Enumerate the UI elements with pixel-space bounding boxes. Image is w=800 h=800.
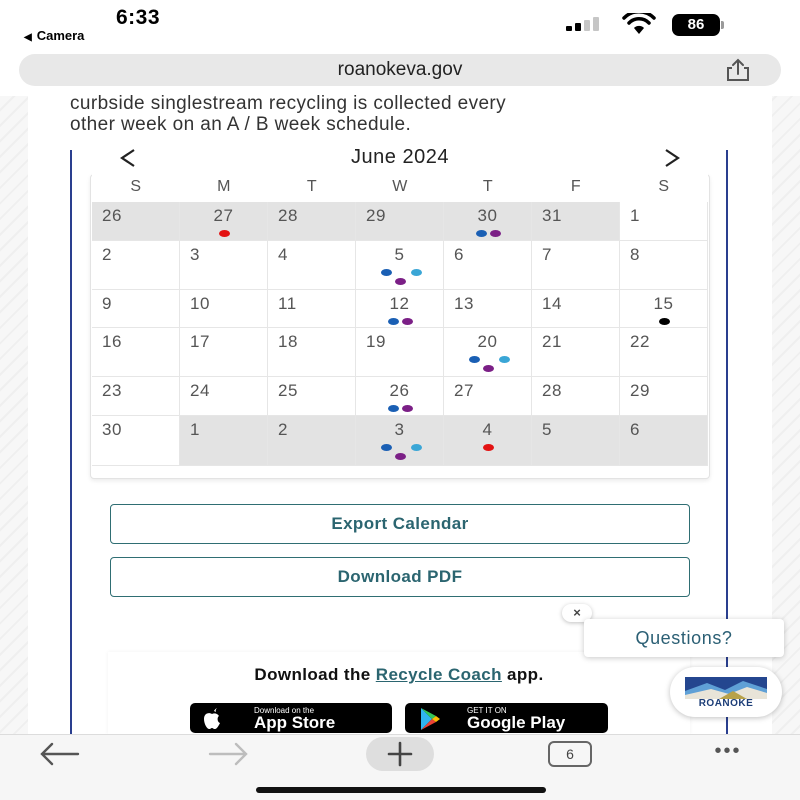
calendar-day-cell[interactable] — [268, 202, 356, 241]
collection-dot-purple — [402, 318, 413, 325]
collection-dot-dark-blue — [388, 318, 399, 325]
calendar-day-number: 4 — [482, 420, 493, 439]
wifi-icon — [622, 13, 656, 35]
calendar-day-number: 29 — [630, 381, 650, 400]
schedule-description-line: curbside singlestream recycling is collected every — [70, 93, 507, 114]
calendar-day-number: 6 — [454, 245, 464, 264]
calendar-day-cell[interactable] — [444, 290, 532, 328]
weekday-label: T — [306, 178, 318, 195]
calendar-day-cell[interactable] — [92, 416, 180, 466]
recycle-coach-link[interactable]: Recycle Coach — [375, 665, 502, 684]
collection-dot-dark-blue — [476, 230, 487, 237]
calendar-day-cell[interactable] — [356, 377, 444, 416]
back-triangle-icon: ◀ — [24, 32, 32, 43]
home-indicator — [256, 787, 546, 793]
calendar-day-cell[interactable] — [180, 377, 268, 416]
status-bar — [0, 0, 800, 48]
calendar-day-number: 15 — [653, 294, 674, 313]
calendar-day-number: 2 — [102, 245, 112, 264]
back-app-label: Camera — [36, 28, 85, 43]
google-play-icon — [419, 707, 441, 731]
calendar-day-cell[interactable] — [444, 328, 532, 377]
calendar-day-cell[interactable] — [268, 416, 356, 466]
share-icon[interactable] — [723, 58, 753, 82]
calendar-day-cell[interactable] — [180, 328, 268, 377]
google-play-small-label: GET IT ON — [467, 706, 507, 715]
collection-dot-light-blue — [411, 444, 422, 451]
google-play-label: Google Play — [467, 713, 566, 732]
calendar-day-cell[interactable] — [92, 241, 180, 290]
collection-dot-purple — [490, 230, 501, 237]
calendar-week-row — [92, 328, 708, 377]
calendar-day-cell[interactable] — [532, 202, 620, 241]
calendar-week-row — [92, 416, 708, 466]
back-arrow-icon[interactable] — [38, 742, 80, 766]
calendar-day-cell[interactable] — [356, 416, 444, 466]
calendar-day-number: 27 — [213, 206, 234, 225]
collection-dot-black — [659, 318, 670, 325]
calendar-day-cell[interactable] — [356, 328, 444, 377]
google-play-badge[interactable] — [405, 703, 608, 733]
schedule-description — [70, 93, 740, 135]
collection-dot-red — [219, 230, 230, 237]
collection-dot-dark-blue — [388, 405, 399, 412]
calendar-day-number: 14 — [542, 294, 562, 313]
calendar-day-number: 3 — [394, 420, 405, 439]
calendar-week-row — [92, 290, 708, 328]
more-menu-icon[interactable]: ••• — [714, 740, 742, 762]
forward-arrow-icon[interactable] — [208, 742, 250, 766]
calendar-day-cell[interactable] — [532, 377, 620, 416]
weekday-label: F — [570, 178, 582, 195]
calendar-day-cell[interactable] — [180, 290, 268, 328]
roanoke-logo-icon — [685, 677, 767, 699]
calendar-day-cell[interactable] — [180, 241, 268, 290]
calendar-day-number: 31 — [542, 206, 562, 225]
download-pdf-button[interactable]: Download PDF — [110, 557, 690, 597]
calendar-day-cell[interactable] — [92, 377, 180, 416]
tab-switcher-button[interactable]: 6 — [548, 741, 592, 767]
collection-dot-purple — [395, 278, 406, 285]
close-questions-icon[interactable]: × — [562, 604, 592, 622]
calendar-day-number: 3 — [190, 245, 200, 264]
calendar-day-cell[interactable] — [444, 377, 532, 416]
app-store-small-label: Download on the — [254, 706, 315, 715]
calendar-day-number: 22 — [630, 332, 650, 351]
calendar-day-cell[interactable] — [620, 328, 708, 377]
address-bar[interactable] — [19, 54, 781, 86]
battery-icon — [672, 14, 724, 36]
calendar-day-number: 21 — [542, 332, 562, 351]
calendar-month-title: June 2024 — [351, 146, 449, 168]
collection-dot-purple — [395, 453, 406, 460]
collection-dot-light-blue — [499, 356, 510, 363]
calendar-day-number: 1 — [190, 420, 200, 439]
roanoke-logo-text: ROANOKE — [698, 698, 754, 709]
weekday-label: W — [392, 178, 408, 195]
calendar-header — [92, 144, 708, 180]
questions-button[interactable]: Questions? — [584, 619, 784, 657]
calendar-day-number: 28 — [278, 206, 298, 225]
calendar-day-cell[interactable] — [620, 416, 708, 466]
calendar-day-number: 5 — [542, 420, 552, 439]
collection-dot-dark-blue — [469, 356, 480, 363]
calendar-day-number: 30 — [477, 206, 498, 225]
weekday-label: S — [658, 178, 670, 195]
calendar-week-row — [92, 202, 708, 241]
next-month-icon[interactable] — [656, 144, 686, 179]
calendar-day-number: 13 — [454, 294, 474, 313]
calendar-day-number: 20 — [477, 332, 498, 351]
calendar-week-row — [92, 241, 708, 290]
collection-dot-purple — [402, 405, 413, 412]
calendar-day-cell[interactable] — [268, 290, 356, 328]
back-to-camera-link[interactable] — [24, 28, 84, 43]
cellular-signal-icon — [566, 17, 610, 31]
calendar-day-cell[interactable] — [532, 328, 620, 377]
calendar-day-cell[interactable] — [268, 328, 356, 377]
calendar-day-cell[interactable] — [268, 377, 356, 416]
calendar-day-number: 25 — [278, 381, 298, 400]
schedule-description-line: other week on an A / B week schedule. — [70, 114, 412, 135]
plus-icon — [387, 741, 413, 767]
calendar-day-cell[interactable] — [532, 241, 620, 290]
calendar-day-number: 5 — [394, 245, 405, 264]
calendar-day-number: 26 — [389, 381, 410, 400]
app-store-label: App Store — [254, 713, 336, 732]
calendar-day-number: 27 — [454, 381, 474, 400]
calendar-day-number: 4 — [278, 245, 288, 264]
calendar-day-cell[interactable] — [268, 241, 356, 290]
calendar-day-number: 24 — [190, 381, 210, 400]
app-promo-prefix: Download the — [254, 665, 376, 684]
app-promo-text — [108, 665, 690, 685]
calendar-day-cell[interactable] — [356, 241, 444, 290]
calendar-day-number: 8 — [630, 245, 640, 264]
calendar-day-number: 10 — [190, 294, 210, 313]
calendar-day-number: 26 — [102, 206, 122, 225]
calendar-day-cell[interactable] — [92, 328, 180, 377]
url-text[interactable]: roanokeva.gov — [337, 59, 463, 80]
new-tab-button[interactable] — [366, 737, 434, 771]
calendar-day-cell[interactable] — [532, 290, 620, 328]
calendar-day-number: 17 — [190, 332, 210, 351]
calendar-day-number: 16 — [102, 332, 122, 351]
calendar-day-cell[interactable] — [620, 377, 708, 416]
calendar-day-number: 30 — [102, 420, 122, 439]
weekday-header-row — [92, 176, 708, 202]
collection-dot-light-blue — [411, 269, 422, 276]
status-time: 6:33 — [116, 6, 161, 29]
collection-dot-dark-blue — [381, 444, 392, 451]
calendar-day-cell[interactable] — [444, 416, 532, 466]
calendar-day-number: 29 — [366, 206, 386, 225]
calendar-day-number: 18 — [278, 332, 298, 351]
calendar-day-number: 28 — [542, 381, 562, 400]
app-store-badge[interactable] — [190, 703, 392, 733]
calendar-day-cell[interactable] — [620, 241, 708, 290]
calendar-day-cell[interactable] — [620, 202, 708, 241]
calendar-day-number: 7 — [542, 245, 552, 264]
export-calendar-button[interactable]: Export Calendar — [110, 504, 690, 544]
apple-icon — [202, 708, 222, 730]
weekday-label: T — [482, 178, 494, 195]
calendar-week-row — [92, 377, 708, 416]
content-border-left — [70, 150, 72, 734]
collection-dot-purple — [483, 365, 494, 372]
calendar-day-number: 19 — [366, 332, 386, 351]
calendar-day-number: 1 — [630, 206, 640, 225]
battery-level: 86 — [672, 14, 720, 36]
calendar-day-cell[interactable] — [532, 416, 620, 466]
roanoke-logo-badge[interactable] — [670, 667, 782, 717]
calendar-day-cell[interactable] — [92, 202, 180, 241]
weekday-label: M — [217, 178, 231, 195]
calendar-day-number: 2 — [278, 420, 288, 439]
calendar-day-cell[interactable] — [356, 202, 444, 241]
collection-dot-dark-blue — [381, 269, 392, 276]
app-promo-suffix: app. — [501, 665, 544, 684]
calendar-day-cell[interactable] — [180, 202, 268, 241]
calendar-day-number: 11 — [278, 294, 297, 313]
collection-dot-red — [483, 444, 494, 451]
calendar-day-cell[interactable] — [620, 290, 708, 328]
calendar-day-number: 12 — [389, 294, 410, 313]
calendar-day-cell[interactable] — [356, 290, 444, 328]
calendar-day-cell[interactable] — [444, 202, 532, 241]
calendar-day-number: 6 — [630, 420, 640, 439]
calendar-day-cell[interactable] — [444, 241, 532, 290]
calendar-day-number: 23 — [102, 381, 122, 400]
calendar-day-number: 9 — [102, 294, 112, 313]
calendar-day-cell[interactable] — [180, 416, 268, 466]
weekday-label: S — [130, 178, 142, 195]
calendar-day-cell[interactable] — [92, 290, 180, 328]
